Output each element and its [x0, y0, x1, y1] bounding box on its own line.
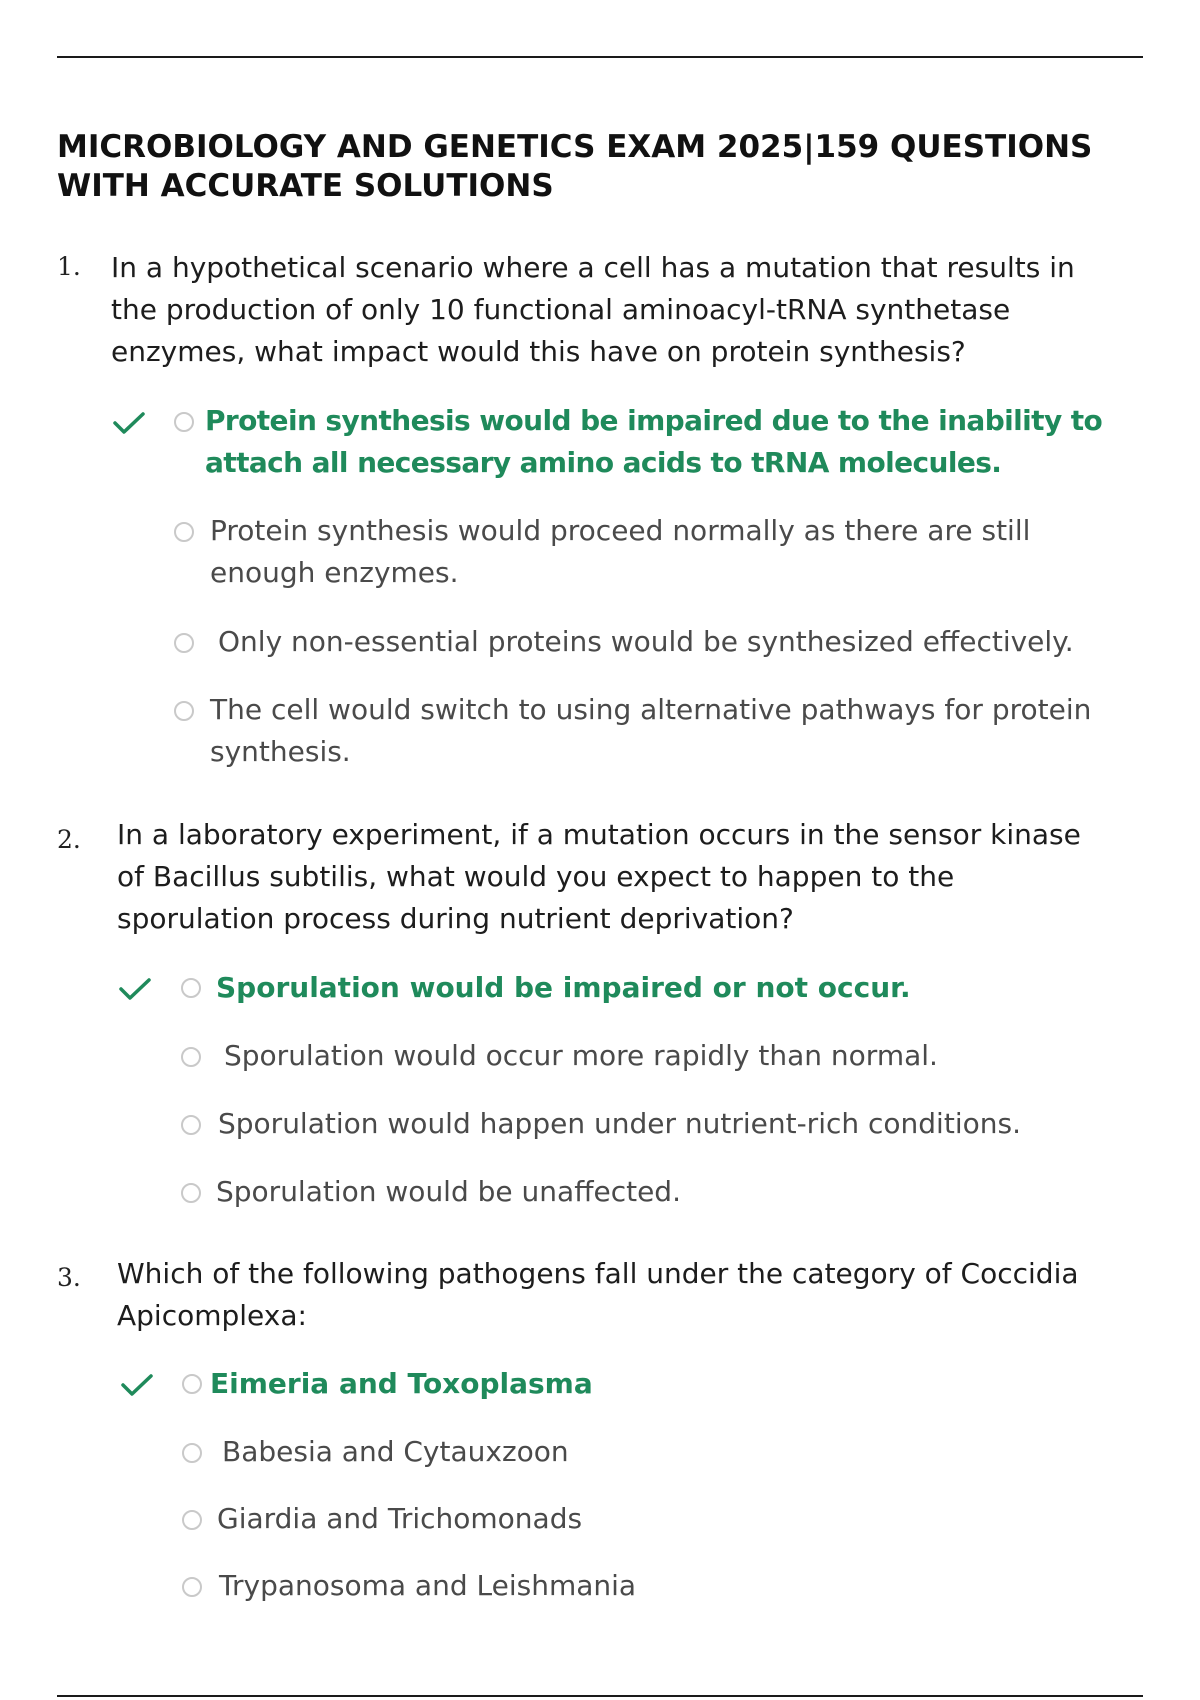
radio-icon[interactable] [182, 1443, 202, 1463]
check-icon [118, 976, 152, 1002]
option-text: Giardia and Trichomonads [217, 1502, 583, 1535]
option-text: Trypanosoma and Leishmania [219, 1569, 637, 1602]
option-text: Sporulation would be impaired or not occur. [216, 971, 911, 1004]
question-text: Which of the following pathogens fall under the category of Coccidia Apicomplexa: [117, 1257, 1079, 1332]
option-text: Protein synthesis would be impaired due to the inability to attach all necessary amino acids to tRNA molecules. [205, 404, 1103, 479]
question-number: 1. [57, 252, 81, 281]
radio-icon[interactable] [174, 633, 194, 653]
option-text: Eimeria and Toxoplasma [210, 1367, 593, 1400]
bottom-rule [57, 1695, 1143, 1697]
check-icon [120, 1372, 154, 1398]
radio-icon[interactable] [182, 1577, 202, 1597]
radio-icon[interactable] [182, 1510, 202, 1530]
check-icon [112, 410, 146, 436]
option-text: Sporulation would occur more rapidly than normal. [224, 1039, 938, 1072]
question-number: 3. [57, 1263, 81, 1292]
question-text: In a hypothetical scenario where a cell has a mutation that results in the production of only 10 functional aminoacyl-tRNA synthetase enzymes, what impact would this have on protein synthesis? [111, 251, 1075, 368]
question-text: In a laboratory experiment, if a mutation occurs in the sensor kinase of Bacillus subtilis, what would you expect to happen to the sporulation process during nutrient deprivation? [117, 818, 1081, 935]
option-text: Only non-essential proteins would be synthesized effectively. [218, 625, 1074, 658]
top-rule [57, 56, 1143, 58]
radio-icon[interactable] [181, 1115, 201, 1135]
option-text: Babesia and Cytauxzoon [222, 1435, 569, 1468]
option-text: The cell would switch to using alternative pathways for protein synthesis. [210, 693, 1092, 768]
radio-icon[interactable] [181, 978, 201, 998]
radio-icon[interactable] [174, 701, 194, 721]
radio-icon[interactable] [182, 1374, 202, 1394]
question-number: 2. [57, 825, 81, 854]
option-text: Sporulation would happen under nutrient-rich conditions. [218, 1107, 1021, 1140]
radio-icon[interactable] [181, 1183, 201, 1203]
radio-icon[interactable] [181, 1047, 201, 1067]
radio-icon[interactable] [174, 522, 194, 542]
page-title: MICROBIOLOGY AND GENETICS EXAM 2025|159 QUESTIONS WITH ACCURATE SOLUTIONS [57, 129, 1093, 204]
option-text: Protein synthesis would proceed normally as there are still enough enzymes. [210, 514, 1031, 589]
option-text: Sporulation would be unaffected. [216, 1175, 681, 1208]
radio-icon[interactable] [174, 412, 194, 432]
